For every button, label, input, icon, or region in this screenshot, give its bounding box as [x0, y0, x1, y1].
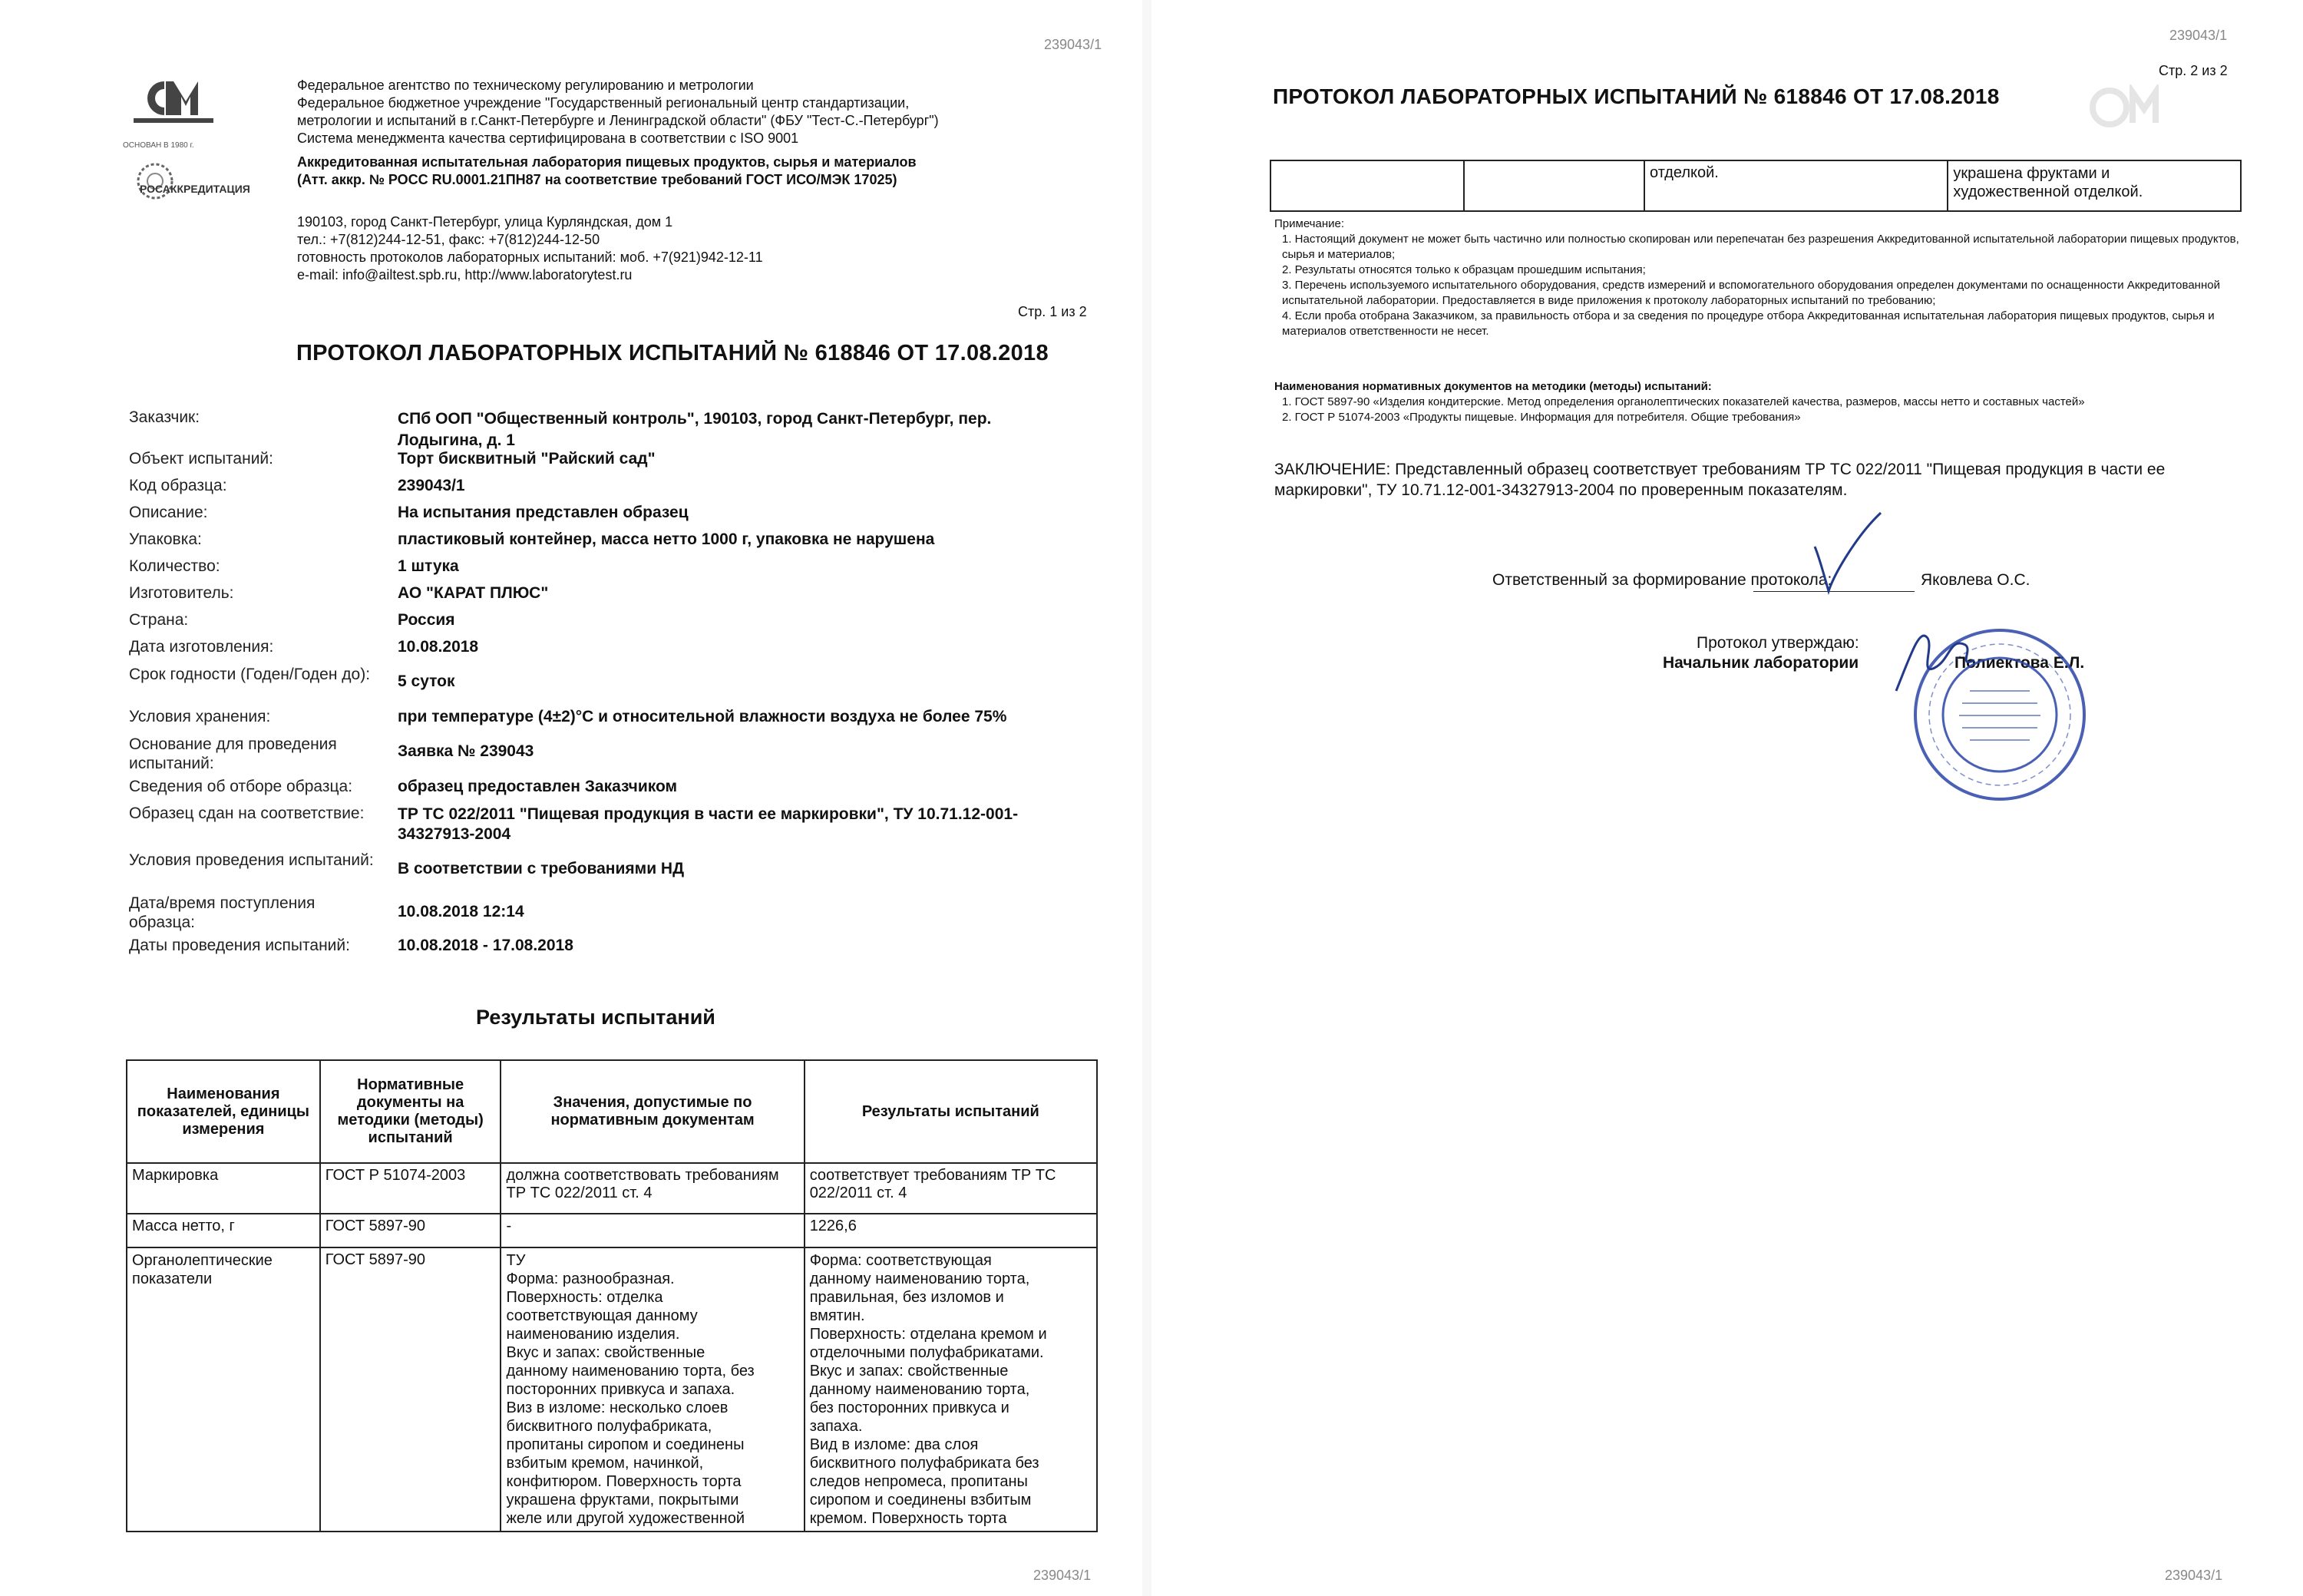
- method-item: 1. ГОСТ 5897-90 «Изделия кондитерские. Метод определения органолептических показателей качества, размеров, массы нетто и составных частей»: [1282, 395, 2085, 408]
- rosakkreditatsiya-label: РОСАККРЕДИТАЦИЯ: [140, 183, 250, 195]
- table-cell: украшена фруктами и художественной отделкой.: [1948, 160, 2241, 211]
- field-row: [129, 894, 1081, 937]
- table-cell: 1226,6: [805, 1214, 1097, 1247]
- field-value: ТР ТС 022/2011 "Пищевая продукция в части ее маркировки", ТУ 10.71.12-001-34327913-2004: [398, 805, 1019, 843]
- table-row: [127, 1214, 1097, 1247]
- table-cell: ГОСТ Р 51074-2003: [320, 1163, 501, 1214]
- contact-block: [297, 213, 988, 284]
- field-row: [129, 584, 1081, 611]
- notes-title: Примечание:: [1274, 217, 1344, 230]
- note-item: 2. Результаты относятся только к образцам прошедшим испытания;: [1282, 263, 1646, 276]
- field-label: Основание для проведения испытаний:: [129, 735, 337, 772]
- note-item: 3. Перечень используемого испытательного оборудования, средств измерений и вспомогательного оборудования определен документами по оснащенности Аккредитованной испытательной лаборатории. Предоставляется в виде приложения к протоколу лабораторных испытаний по требованию;: [1282, 279, 2220, 307]
- approve-role: Начальник лаборатории: [1663, 654, 1859, 672]
- field-label: Упаковка:: [129, 530, 202, 548]
- field-value: Заявка № 239043: [398, 742, 534, 760]
- column-header: Результаты испытаний: [805, 1060, 1097, 1163]
- table-cell: [1464, 160, 1645, 211]
- signature-yakovleva: [1812, 511, 1904, 596]
- header-line: метрологии и испытаний в г.Санкт-Петербурге и Ленинградской области" (ФБУ "Тест-С.-Петербург"): [297, 113, 939, 128]
- csm-logo: [127, 74, 218, 138]
- header-line: Система менеджмента качества сертифицирована в соответствии с ISO 9001: [297, 131, 799, 146]
- logo-caption: ОСНОВАН В 1980 г.: [123, 141, 194, 150]
- field-row: [129, 477, 1081, 504]
- sample-fields: [129, 408, 1081, 963]
- field-label: Описание:: [129, 504, 208, 521]
- field-label: Условия хранения:: [129, 708, 271, 725]
- table-row: [1270, 160, 2241, 211]
- field-value: Россия: [398, 611, 455, 629]
- field-row: [129, 805, 1081, 851]
- table-cell: соответствует требованиям ТР ТС 022/2011 ст. 4: [805, 1163, 1097, 1214]
- table-cell: Органолептические показатели: [127, 1247, 320, 1532]
- field-value: СПб ООП "Общественный контроль", 190103, город Санкт-Петербург, пер. Лодыгина, д. 1: [398, 410, 992, 449]
- contact-line: e-mail: info@ailtest.spb.ru, http://www.laboratorytest.ru: [297, 267, 633, 283]
- notes-block: [1274, 216, 2242, 339]
- field-label: Заказчик:: [129, 408, 200, 426]
- accred-line: Аккредитованная испытательная лаборатория пищевых продуктов, сырья и материалов: [297, 154, 917, 170]
- table-cell: [1270, 160, 1464, 211]
- field-value: при температуре (4±2)°С и относительной влажности воздуха не более 75%: [398, 708, 1007, 725]
- field-row: [129, 665, 1081, 708]
- field-value: В соответствии с требованиями НД: [398, 860, 685, 877]
- table-cell: ГОСТ 5897-90: [320, 1214, 501, 1247]
- note-item: 1. Настоящий документ не может быть частично или полностью скопирован или перепечатан без разрешения Аккредитованной испытательной лаборатории пищевых продуктов, сырья и материалов;: [1282, 233, 2239, 261]
- field-label: Дата изготовления:: [129, 638, 274, 656]
- table-header-row: [127, 1060, 1097, 1163]
- field-value: 5 суток: [398, 672, 455, 690]
- results-table: [126, 1059, 1098, 1532]
- field-label: Срок годности (Годен/Годен до):: [129, 666, 371, 683]
- table-cell: ТУ Форма: разнообразная. Поверхность: отделка соответствующая данному наименованию изделия. Вкус и запах: свойственные данному наименованию торта, без посторонних привкуса и запаха. Виз в изломе: несколько слоев бисквитного полуфабриката, пропитаны сиропом и соединены взбитым кремом, начинкой, конфитюром. Поверхность торта украшена фруктами, покрытыми желе или другой художественной: [501, 1247, 804, 1532]
- field-row: [129, 504, 1081, 530]
- field-label: Изготовитель:: [129, 584, 234, 602]
- results-title: Результаты испытаний: [476, 1006, 715, 1029]
- conclusion: ЗАКЛЮЧЕНИЕ: Представленный образец соответствует требованиям ТР ТС 022/2011 "Пищевая продукция в части ее маркировки", ТУ 10.71.12-001-34327913-2004 по проверенным показателям.: [1274, 461, 2166, 499]
- doc-number-bottom: 239043/1: [2165, 1568, 2223, 1583]
- field-label: Условия проведения испытаний:: [129, 851, 374, 869]
- approve-label: Протокол утверждаю:: [1697, 634, 1859, 652]
- field-row: [129, 708, 1081, 735]
- method-item: 2. ГОСТ Р 51074-2003 «Продукты пищевые. Информация для потребителя. Общие требования»: [1282, 411, 1801, 424]
- table-cell: должна соответствовать требованиям ТР ТС 022/2011 ст. 4: [501, 1163, 804, 1214]
- table-cell: -: [501, 1214, 804, 1247]
- field-value: На испытания представлен образец: [398, 504, 689, 521]
- field-row: [129, 851, 1081, 894]
- doc-number-bottom: 239043/1: [1033, 1568, 1092, 1583]
- column-header: Наименования показателей, единицы измерения: [127, 1060, 320, 1163]
- results-table-continued: [1270, 160, 2242, 212]
- protocol-page-2: [1152, 0, 2303, 1596]
- doc-number-top: 239043/1: [2169, 28, 2228, 43]
- watermark-logo-icon: [2087, 84, 2171, 131]
- header-line: Федеральное бюджетное учреждение "Государственный региональный центр стандартизации,: [297, 95, 910, 111]
- rosakkreditatsiya-logo-icon: [132, 161, 178, 203]
- methods-block: [1274, 379, 2242, 425]
- field-value: 239043/1: [398, 477, 465, 494]
- protocol-title: ПРОТОКОЛ ЛАБОРАТОРНЫХ ИСПЫТАНИЙ № 618846 ОТ 17.08.2018: [296, 341, 1049, 365]
- approve-name: Полиектова Е.Л.: [1954, 654, 2085, 672]
- field-label: Страна:: [129, 611, 189, 629]
- field-row: [129, 557, 1081, 584]
- signature-poliektova: [1888, 622, 1981, 699]
- contact-line: готовность протоколов лабораторных испытаний: моб. +7(921)942-12-11: [297, 249, 763, 265]
- field-row: [129, 408, 1081, 450]
- page-number: Стр. 1 из 2: [1018, 304, 1087, 319]
- accreditation-block: [297, 154, 1065, 189]
- column-header: Значения, допустимые по нормативным документам: [501, 1060, 804, 1163]
- protocol-title: ПРОТОКОЛ ЛАБОРАТОРНЫХ ИСПЫТАНИЙ № 618846 ОТ 17.08.2018: [1273, 84, 2000, 108]
- field-label: Дата/время поступления образца:: [129, 894, 316, 931]
- header-line: Федеральное агентство по техническому регулированию и метрологии: [297, 78, 754, 93]
- field-row: [129, 611, 1081, 638]
- table-cell: отделкой.: [1644, 160, 1948, 211]
- field-value: образец предоставлен Заказчиком: [398, 778, 678, 795]
- field-row: [129, 530, 1081, 557]
- accred-line: (Атт. аккр. № РОСС RU.0001.21ПН87 на соответствие требований ГОСТ ИСО/МЭК 17025): [297, 172, 897, 187]
- field-value: пластиковый контейнер, масса нетто 1000 г, упаковка не нарушена: [398, 530, 935, 548]
- field-value: 1 штука: [398, 557, 459, 575]
- contact-line: тел.: +7(812)244-12-51, факс: +7(812)244-12-50: [297, 232, 600, 247]
- field-row: [129, 778, 1081, 805]
- field-label: Количество:: [129, 557, 220, 575]
- field-value: 10.08.2018 12:14: [398, 903, 524, 920]
- table-cell: Маркировка: [127, 1163, 320, 1214]
- table-row: [127, 1163, 1097, 1214]
- field-value: Торт бисквитный "Райский сад": [398, 450, 656, 468]
- table-cell: Масса нетто, г: [127, 1214, 320, 1247]
- column-header: Нормативные документы на методики (методы) испытаний: [320, 1060, 501, 1163]
- field-value: АО "КАРАТ ПЛЮС": [398, 584, 549, 602]
- field-row: [129, 638, 1081, 665]
- field-row: [129, 450, 1081, 477]
- note-item: 4. Если проба отобрана Заказчиком, за правильность отбора и за сведения по процедуре отбора Аккредитованная испытательная лаборатория пищевых продуктов, сырья и материалов ответственности не несет.: [1282, 309, 2215, 338]
- contact-line: 190103, город Санкт-Петербург, улица Курляндская, дом 1: [297, 214, 673, 230]
- field-value: 10.08.2018: [398, 638, 479, 656]
- field-row: [129, 735, 1081, 778]
- field-value: 10.08.2018 - 17.08.2018: [398, 937, 573, 954]
- field-label: Образец сдан на соответствие:: [129, 805, 365, 822]
- table-row: [127, 1247, 1097, 1532]
- page-number: Стр. 2 из 2: [2159, 63, 2228, 78]
- agency-header: [297, 77, 1034, 147]
- field-row: [129, 937, 1081, 963]
- field-label: Объект испытаний:: [129, 450, 273, 468]
- field-label: Даты проведения испытаний:: [129, 937, 350, 954]
- table-cell: ГОСТ 5897-90: [320, 1247, 501, 1532]
- field-label: Код образца:: [129, 477, 227, 494]
- methods-title: Наименования нормативных документов на методики (методы) испытаний:: [1274, 380, 1712, 393]
- doc-number-top: 239043/1: [1044, 37, 1102, 52]
- responsible-name: Яковлева О.С.: [1921, 571, 2030, 589]
- responsible-label: Ответственный за формирование протокола:: [1492, 571, 1832, 589]
- table-cell: Форма: соответствующая данному наименованию торта, правильная, без изломов и вмятин. Поверхность: отделана кремом и отделочными полуфабрикатами. Вкус и запах: свойственные данному наименованию торта, без посторонних привкуса и запаха. Вид в изломе: два слоя бисквитного полуфабриката без следов непромеса, пропитаны сиропом и соединены взбитым кремом. Поверхность торта: [805, 1247, 1097, 1532]
- field-label: Сведения об отборе образца:: [129, 778, 353, 795]
